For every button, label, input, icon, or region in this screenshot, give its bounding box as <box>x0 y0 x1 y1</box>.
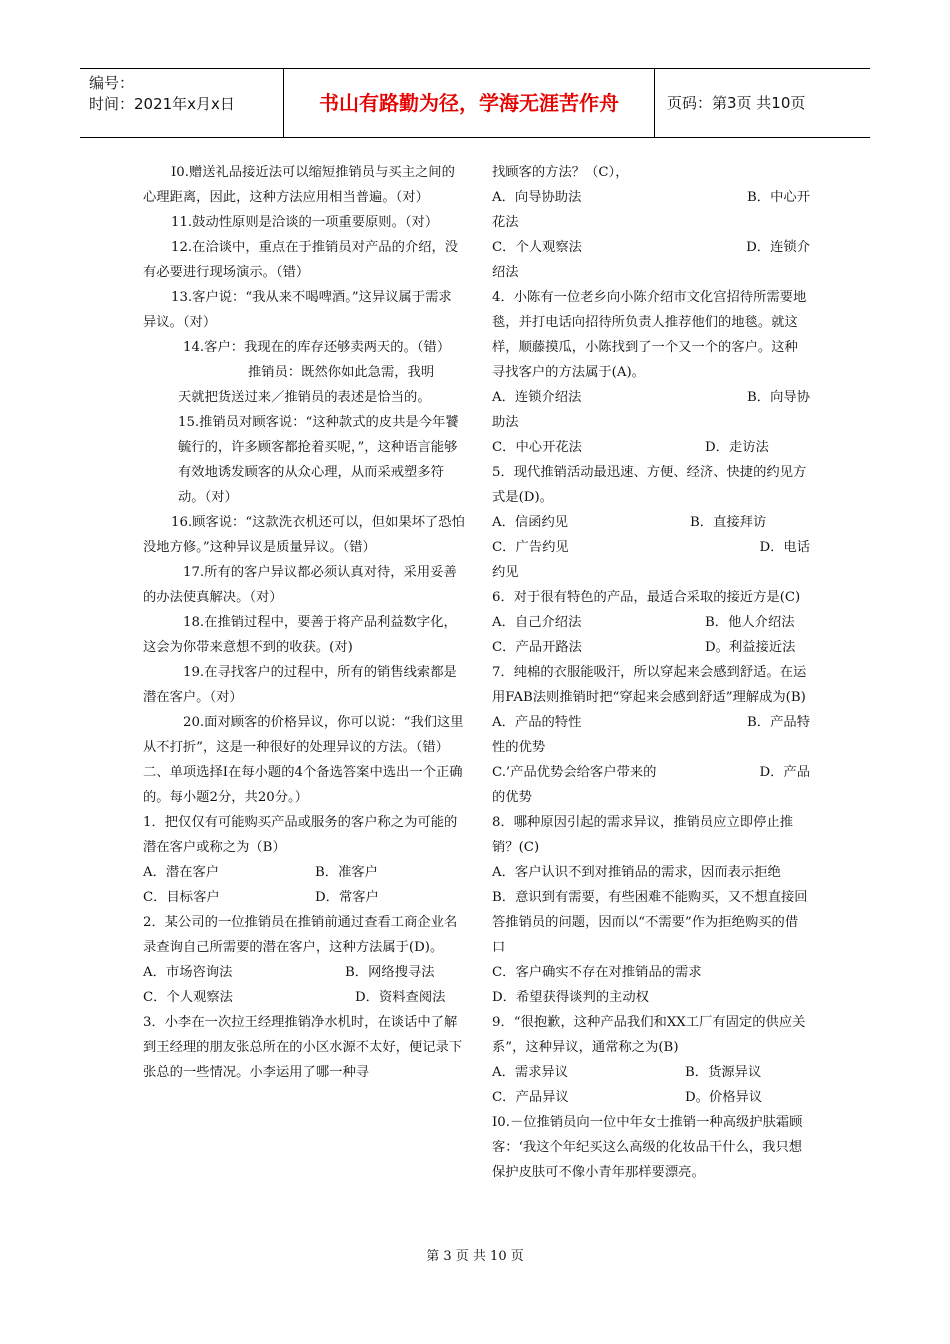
option-row <box>143 860 465 885</box>
option-row <box>492 635 810 660</box>
option: D．常客户 <box>315 890 379 905</box>
option: A．向导协助法 <box>492 190 582 205</box>
option: A．潜在客户 <box>143 865 220 880</box>
option-wrap: 性的优势 <box>492 740 546 755</box>
option: C．产品开路法 <box>492 640 582 655</box>
option-row <box>492 435 810 460</box>
option: C．广告约见 <box>492 540 569 555</box>
option: B．他人介绍法 <box>705 615 795 630</box>
option: B．网络搜寻法 <box>345 965 435 980</box>
paragraph: I0.赠送礼品接近法可以缩短推销员与买主之间的心理距离，因此，这种方法应用相当普遍。（对） <box>143 165 455 205</box>
option: D．希望获得谈判的主动权 <box>492 990 649 1005</box>
option-wrap: 花法 <box>492 215 519 230</box>
option-row <box>143 960 465 985</box>
question: 6．对于很有特色的产品，最适合采取的接近方是(C) <box>492 590 801 605</box>
question: 1．把仅仅有可能购买产品或服务的客户称之为可能的潜在客户或称之为（B） <box>143 815 458 855</box>
option: D．资料查阅法 <box>355 990 446 1005</box>
option: B．产品特 <box>747 715 810 730</box>
paragraph: 11.鼓动性原则是洽谈的一项重要原则。（对） <box>171 215 439 230</box>
option-row <box>492 385 810 410</box>
option: C.’产品优势会给客户带来的 <box>492 765 657 780</box>
option-row <box>492 185 810 210</box>
page-footer: 第 3 页 共 10 页 <box>426 1249 524 1264</box>
option-wrap: 的优势 <box>492 790 532 805</box>
option: B．准客户 <box>315 865 378 880</box>
question: 7．纯棉的衣服能吸汗，所以穿起来会感到舒适。在运用FAB法则推销时把“穿起来会感到舒适”理解成为(B) <box>492 665 807 705</box>
option-wrap: 绍法 <box>492 265 519 280</box>
page-header <box>80 68 870 138</box>
paragraph: 14.客户：我现在的库存还够卖两天的。（错） <box>183 340 451 355</box>
option: A．市场咨询法 <box>143 965 233 980</box>
option: C．个人观察法 <box>143 990 233 1005</box>
left-column <box>143 160 465 1085</box>
option-row <box>492 610 810 635</box>
paragraph: 13.客户说：“我从来不喝啤酒。”这异议属于需求异议。（对） <box>143 290 452 330</box>
option-row <box>492 535 810 560</box>
option: B．向导协 <box>747 390 810 405</box>
option: A．需求异议 <box>492 1065 569 1080</box>
option-row <box>492 235 810 260</box>
option-row <box>492 1085 810 1110</box>
section-heading: 二、单项选择I在每小题的4个备选答案中选出一个正确的。每小题2分，共20分。） <box>143 765 463 805</box>
option-row <box>492 510 810 535</box>
option: B．直接拜访 <box>690 515 767 530</box>
option-wrap: 助法 <box>492 415 519 430</box>
header-page-label: 页码：第3页 共10页 <box>667 94 806 112</box>
question: 4．小陈有一位老乡向小陈介绍市文化宫招待所需要地毯，并打电话向招待所负责人推荐他们的地毯。就这样，顺藤摸瓜，小陈找到了一个又一个的客户。这种寻找客户的方法属于(A)。 <box>492 290 807 380</box>
paragraph: 19.在寻找客户的过程中，所有的销售线索都是潜在客户。（对） <box>143 665 457 705</box>
option: D．产品 <box>759 765 810 780</box>
option: B．中心开 <box>747 190 810 205</box>
option: D。利益接近法 <box>705 640 796 655</box>
number-label: 编号： <box>89 74 135 92</box>
option: C．中心开花法 <box>492 440 582 455</box>
question: 5．现代推销活动最迅速、方便、经济、快捷的约见方式是(D)。 <box>492 465 807 505</box>
option: C．产品异议 <box>492 1090 569 1105</box>
option: B．货源异议 <box>685 1065 762 1080</box>
question: 9．“很抱歉，这种产品我们和XX工厂有固定的供应关系”，这种异议，通常称之为(B) <box>492 1015 806 1055</box>
header-meta <box>80 69 283 137</box>
option-row <box>143 885 465 910</box>
option: D。价格异议 <box>685 1090 763 1105</box>
option: D．电话 <box>759 540 810 555</box>
paragraph: 17.所有的客户异议都必须认真对待，采用妥善的办法使真解决。（对） <box>143 565 457 605</box>
right-column <box>492 160 810 1185</box>
option: C．个人观察法 <box>492 240 582 255</box>
paragraph: 推销员：既然你如此急需，我明 <box>248 365 435 380</box>
option-row <box>492 760 810 785</box>
paragraph: 15.推销员对顾客说：“这种款式的皮共是今年饕毓行的，许多顾客都抢着买呢，”，这种语言能够有效地诱发顾客的从众心理，从而采戒塑多符动。（对） <box>178 415 459 505</box>
option: A．产品的特性 <box>492 715 582 730</box>
question: 8．哪种原因引起的需求异议，推销员应立即停止推销？(C) <box>492 815 793 855</box>
option-row <box>143 985 465 1010</box>
question: 找顾客的方法？（C）， <box>492 165 629 180</box>
option: C．客户确实不存在对推销品的需求 <box>492 965 702 980</box>
paragraph: 16.顾客说：“这款洗衣机还可以，但如果坏了恐怕没地方修。”这种异议是质量异议。（错） <box>143 515 465 555</box>
question: 3．小李在一次拉王经理推销净水机时，在谈话中了解到王经理的朋友张总所在的小区水源不太好，便记录下张总的一些情况。小李运用了哪一种寻 <box>143 1015 463 1080</box>
option: A．客户认识不到对推销品的需求，因而表示拒绝 <box>492 865 781 880</box>
option: B．意识到有需要，有些困难不能购买，又不想直接回答推销员的问题，因而以“不需要”作为拒绝购买的借口 <box>492 890 808 955</box>
option: C．目标客户 <box>143 890 220 905</box>
paragraph: 18.在推销过程中，要善于将产品利益数字化，这会为你带来意想不到的收获。(对) <box>143 615 457 655</box>
question: 2．某公司的一位推销员在推销前通过查看工商企业名录查询自己所需要的潜在客户，这种方法属于(D)。 <box>143 915 458 955</box>
header-motto: 书山有路勤为径，学海无涯苦作舟 <box>283 69 655 137</box>
option: D．连锁介 <box>746 240 810 255</box>
option-wrap: 约见 <box>492 565 519 580</box>
option: A．自己介绍法 <box>492 615 582 630</box>
option-row <box>492 1060 810 1085</box>
paragraph: 12.在洽谈中，重点在于推销员对产品的介绍，没有必要进行现场演示。（错） <box>143 240 459 280</box>
time-label: 时间：2021年x月x日 <box>89 95 235 113</box>
option: A．信函约见 <box>492 515 569 530</box>
paragraph: 20.面对顾客的价格异议，你可以说：“我们这里从不打折”，这是一种很好的处理异议的方法。（错） <box>143 715 464 755</box>
question: I0.－位推销员向一位中年女士推销一种高级护肤霜顾客：‘我这个年纪买这么高级的化妆品干什么，我只想保护皮肤可不像小青年那样要漂亮。 <box>492 1115 803 1180</box>
option-row <box>492 710 810 735</box>
option: D．走访法 <box>705 440 769 455</box>
paragraph: 天就把货送过来／推销员的表述是恰当的。 <box>178 390 431 405</box>
option: A．连锁介绍法 <box>492 390 582 405</box>
